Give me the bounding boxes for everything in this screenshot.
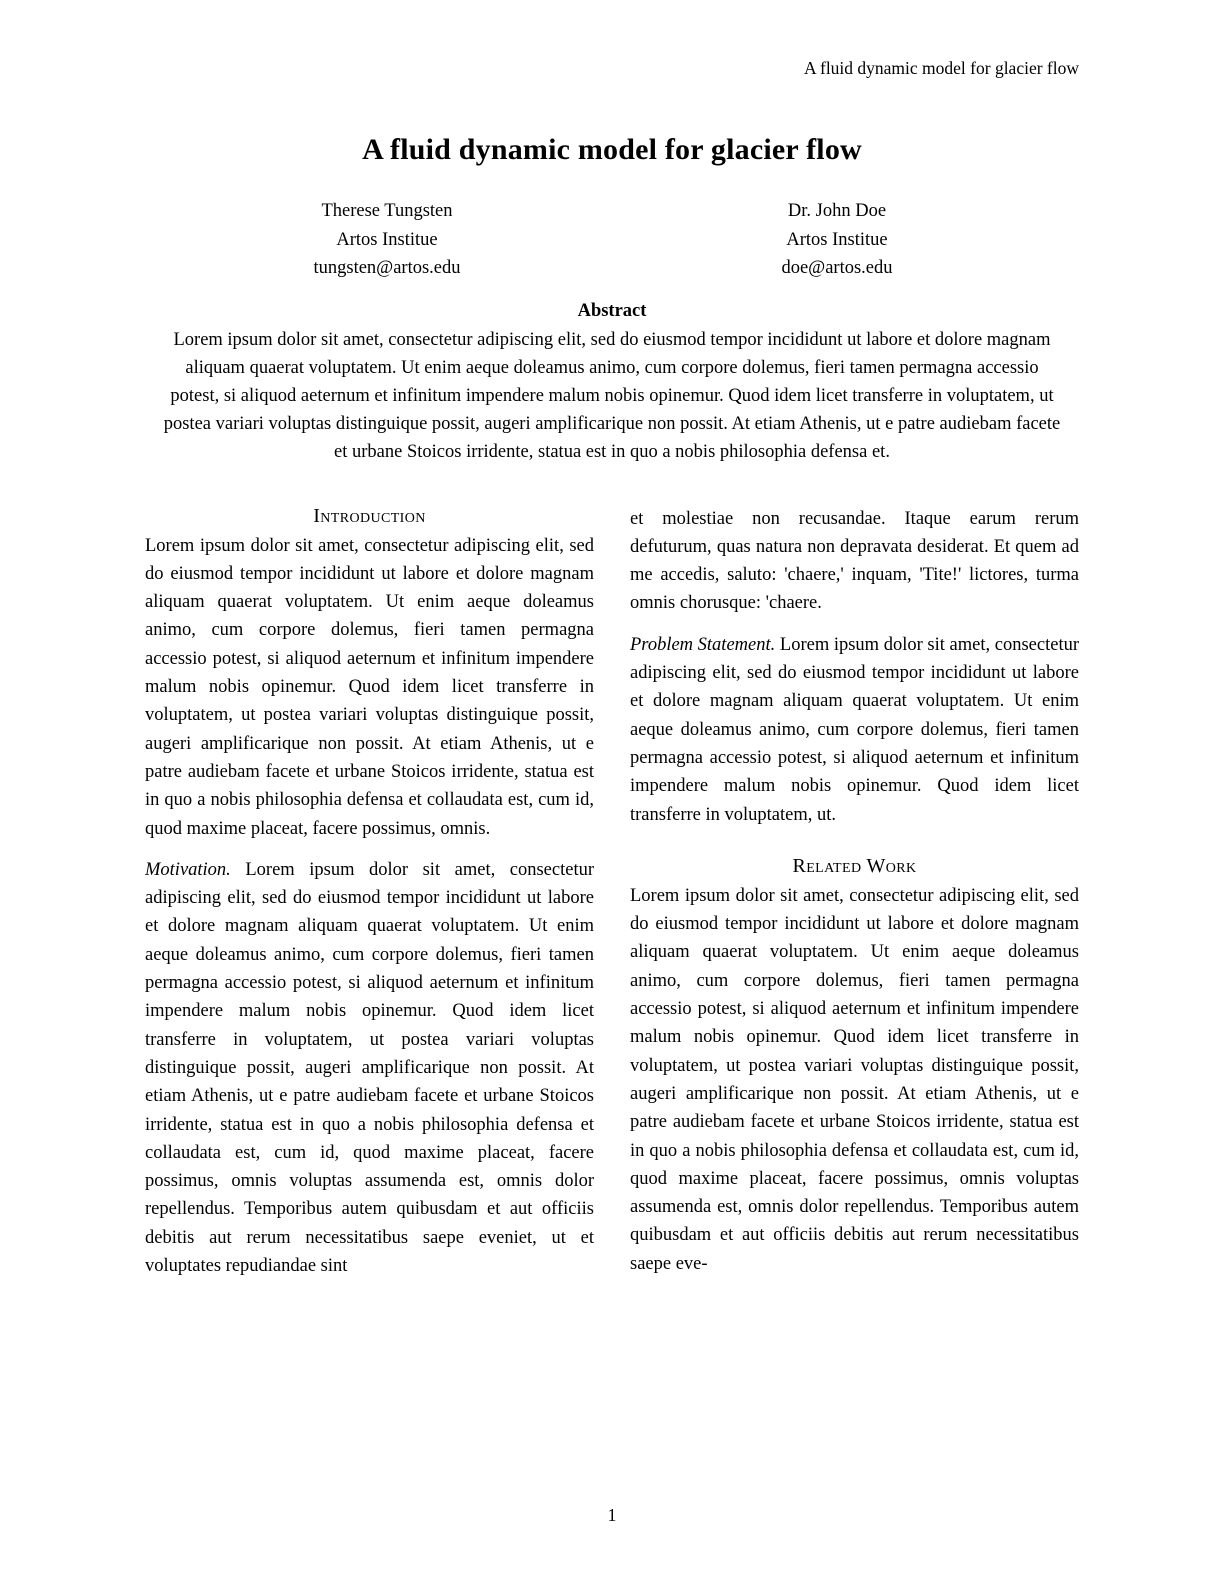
paragraph-problem-statement-text: Lorem ipsum dolor sit amet, consectetur adipiscing elit, sed do eiusmod tempor incididunt ut labore et dolore magnam aliquam quaerat voluptatem. Ut enim aeque doleamus animo, cum corpore dolemus, fieri tamen permagna accessio potest, si aliquod aeternum et infinitum impendere malum nobis opinemur. Quod idem licet transferre in voluptatem, ut. — [630, 634, 1079, 825]
running-head: A fluid dynamic model for glacier flow — [803, 58, 1079, 78]
author-entry — [237, 197, 537, 283]
abstract-text: Lorem ipsum dolor sit amet, consectetur adipiscing elit, sed do eiusmod tempor incididunt ut labore et dolore magnam aliquam quaerat voluptatem. Ut enim aeque doleamus animo, cum corpore dolemus, fieri tamen permagna accessio potest, si aliquod aeternum et infinitum impendere malum nobis opinemur. Quod idem licet transferre in voluptatem, ut postea variari voluptas distinguique possit, augeri amplificarique non possit. At etiam Athenis, ut e patre audiebam facete et urbane Stoicos irridente, statua est in quo a nobis philosophia defensa et. — [163, 330, 1061, 463]
page-title: A fluid dynamic model for glacier flow — [362, 133, 862, 166]
right-column — [630, 505, 1079, 1294]
paragraph-problem-statement — [630, 631, 1079, 829]
paragraph-related-work-1: Lorem ipsum dolor sit amet, consectetur adipiscing elit, sed do eiusmod tempor incididunt ut labore et dolore magnam aliquam quaerat voluptatem. Ut enim aeque doleamus animo, cum corpore dolemus, fieri tamen permagna accessio potest, si aliquod aeternum et infinitum impendere malum nobis opinemur. Quod idem licet transferre in voluptatem, ut postea variari voluptas distinguique possit, augeri amplificarique non possit. At etiam Athenis, ut e patre audiebam facete et urbane Stoicos irridente, statua est in quo a nobis philosophia defensa et collaudata est, cum id, quod maxime placeat, facere possimus, omnis voluptas assumenda est, omnis dolor repellendus. Temporibus autem quibusdam et aut officiis debitis aut rerum necessitatibus saepe eve- — [630, 885, 1079, 1274]
paragraph-motivation-continued: et molestiae non recusandae. Itaque earum rerum defuturum, quas natura non depravata desiderat. Et quem ad me accedis, saluto: 'chaere,' inquam, 'Tite!' lictores, turma omnis chorusque: 'chaere. — [630, 508, 1079, 614]
left-column — [145, 505, 594, 1294]
author-entry — [687, 197, 987, 283]
paragraph-intro-1: Lorem ipsum dolor sit amet, consectetur adipiscing elit, sed do eiusmod tempor incididunt ut labore et dolore magnam aliquam quaerat voluptatem. Ut enim aeque doleamus animo, cum corpore dolemus, fieri tamen permagna accessio potest, si aliquod aeternum et infinitum impendere malum nobis opinemur. Quod idem licet transferre in voluptatem, ut postea variari voluptas distinguique possit, augeri amplificarique non possit. At etiam Athenis, ut e patre audiebam facete et urbane Stoicos irridente, statua est in quo a nobis philosophia defensa et collaudata est, cum id, quod maxime placeat, facere possimus, omnis. — [145, 535, 594, 839]
paragraph-motivation — [145, 856, 594, 1280]
author-affiliation: Artos Institue — [786, 229, 888, 250]
two-column-body — [145, 505, 1079, 1294]
section-heading-introduction: Introduction — [313, 504, 426, 527]
author-email: tungsten@artos.edu — [313, 258, 461, 279]
author-name: Therese Tungsten — [321, 201, 453, 221]
runin-heading-motivation: Motivation. — [145, 859, 231, 880]
page-number: 1 — [607, 1505, 617, 1525]
author-name: Dr. John Doe — [787, 201, 887, 221]
author-block — [145, 197, 1079, 283]
paragraph-motivation-text: Lorem ipsum dolor sit amet, consectetur adipiscing elit, sed do eiusmod tempor incididunt ut labore et dolore magnam aliquam quaerat voluptatem. Ut enim aeque doleamus animo, cum corpore dolemus, fieri tamen permagna accessio potest, si aliquod aeternum et infinitum impendere malum nobis opinemur. Quod idem licet transferre in voluptatem, ut postea variari voluptas distinguique possit, augeri amplificarique non possit. At etiam Athenis, ut e patre audiebam facete et urbane Stoicos irridente, statua est in quo a nobis philosophia defensa et collaudata est, cum id, quod maxime placeat, facere possimus, omnis voluptas assumenda est, omnis dolor repellendus. Temporibus autem quibusdam et aut officiis debitis aut rerum necessitatibus saepe eveniet, ut et voluptates repudiandae sint — [145, 859, 594, 1276]
author-affiliation: Artos Institue — [336, 229, 438, 250]
author-email: doe@artos.edu — [781, 258, 893, 279]
abstract-heading: Abstract — [577, 301, 647, 322]
runin-heading-problem-statement: Problem Statement. — [630, 634, 776, 655]
section-heading-related-work: Related Work — [792, 854, 917, 877]
